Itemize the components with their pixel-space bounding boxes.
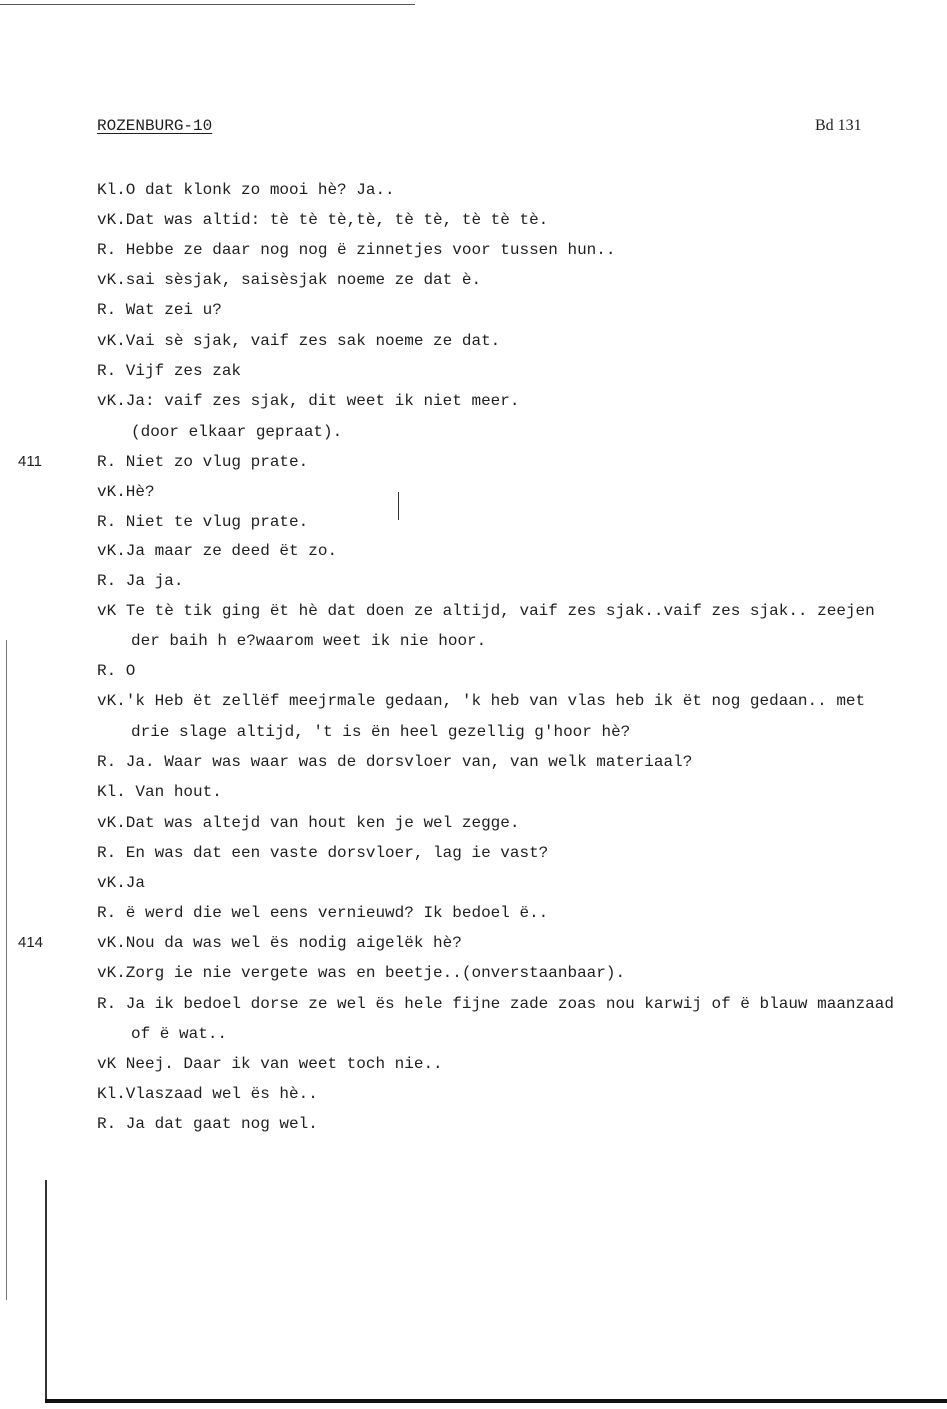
- left-margin-rule: [6, 640, 7, 1300]
- margin-number: 414: [18, 934, 44, 951]
- transcript-line: vK.Ja: [97, 874, 146, 892]
- transcript-line: vK.Hè?: [97, 483, 155, 501]
- transcript-line: drie slage altijd, 't is ën heel gezellig g'hoor hè?: [131, 723, 631, 741]
- transcript-line: of ë wat..: [131, 1025, 228, 1043]
- transcript-line: R. O: [97, 662, 136, 680]
- transcript-line: vK.Dat was altejd van hout ken je wel zegge.: [97, 814, 520, 832]
- transcript-line: R. Wat zei u?: [97, 301, 222, 319]
- document-title: ROZENBURG-10: [97, 117, 213, 135]
- transcript-line: R. Ja ik bedoel dorse ze wel ës hele fijne zade zoas nou karwij of ë blauw maanzaad: [97, 995, 894, 1013]
- transcript-line: R. Ja. Waar was waar was de dorsvloer van, van welk materiaal?: [97, 753, 693, 771]
- transcript-line: R. En was dat een vaste dorsvloer, lag ie vast?: [97, 844, 549, 862]
- transcript-line: R. Ja dat gaat nog wel.: [97, 1115, 318, 1133]
- transcript-line: R. Ja ja.: [97, 572, 184, 590]
- transcript-line: vK.Ja: vaif zes sjak, dit weet ik niet meer.: [97, 392, 520, 410]
- left-binding-rule: [45, 1180, 47, 1402]
- transcript-line: vK.Nou da was wel ës nodig aigelëk hè?: [97, 934, 462, 952]
- transcript-line: Kl.Vlaszaad wel ës hè..: [97, 1085, 318, 1103]
- transcript-line: R. Niet zo vlug prate.: [97, 453, 309, 471]
- transcript-line: R. Hebbe ze daar nog nog ë zinnetjes voor tussen hun..: [97, 241, 616, 259]
- margin-mark: [398, 492, 399, 520]
- transcript-line: R. Niet te vlug prate.: [97, 513, 309, 531]
- page-reference: Bd 131: [815, 117, 862, 134]
- transcript-line: vK.Dat was altid: tè tè tè,tè, tè tè, tè tè tè.: [97, 211, 549, 229]
- transcript-line: R. ë werd die wel eens vernieuwd? Ik bedoel ë..: [97, 904, 549, 922]
- transcript-line: vK.Zorg ie nie vergete was en beetje..(onverstaanbaar).: [97, 964, 626, 982]
- transcript-line: (door elkaar gepraat).: [131, 423, 343, 441]
- top-rule: [0, 4, 415, 5]
- margin-number: 411: [18, 453, 42, 470]
- transcript-line: Kl.O dat klonk zo mooi hè? Ja..: [97, 181, 395, 199]
- transcript-line: vK Te tè tik ging ët hè dat doen ze altijd, vaif zes sjak..vaif zes sjak.. zeejen: [97, 602, 875, 620]
- transcript-line: vK.'k Heb ët zellëf meejrmale gedaan, 'k heb van vlas heb ik ët nog gedaan.. met: [97, 692, 866, 710]
- transcript-line: vK Neej. Daar ik van weet toch nie..: [97, 1055, 443, 1073]
- transcript-line: Kl. Van hout.: [97, 783, 222, 801]
- bottom-rule: [45, 1399, 947, 1403]
- transcript-line: vK.sai sèsjak, saisèsjak noeme ze dat è.: [97, 271, 482, 289]
- transcript-line: R. Vijf zes zak: [97, 362, 242, 380]
- transcript-line: der baih h e?waarom weet ik nie hoor.: [131, 632, 487, 650]
- transcript-line: vK.Vai sè sjak, vaif zes sak noeme ze dat.: [97, 332, 501, 350]
- transcript-line: vK.Ja maar ze deed ët zo.: [97, 542, 338, 560]
